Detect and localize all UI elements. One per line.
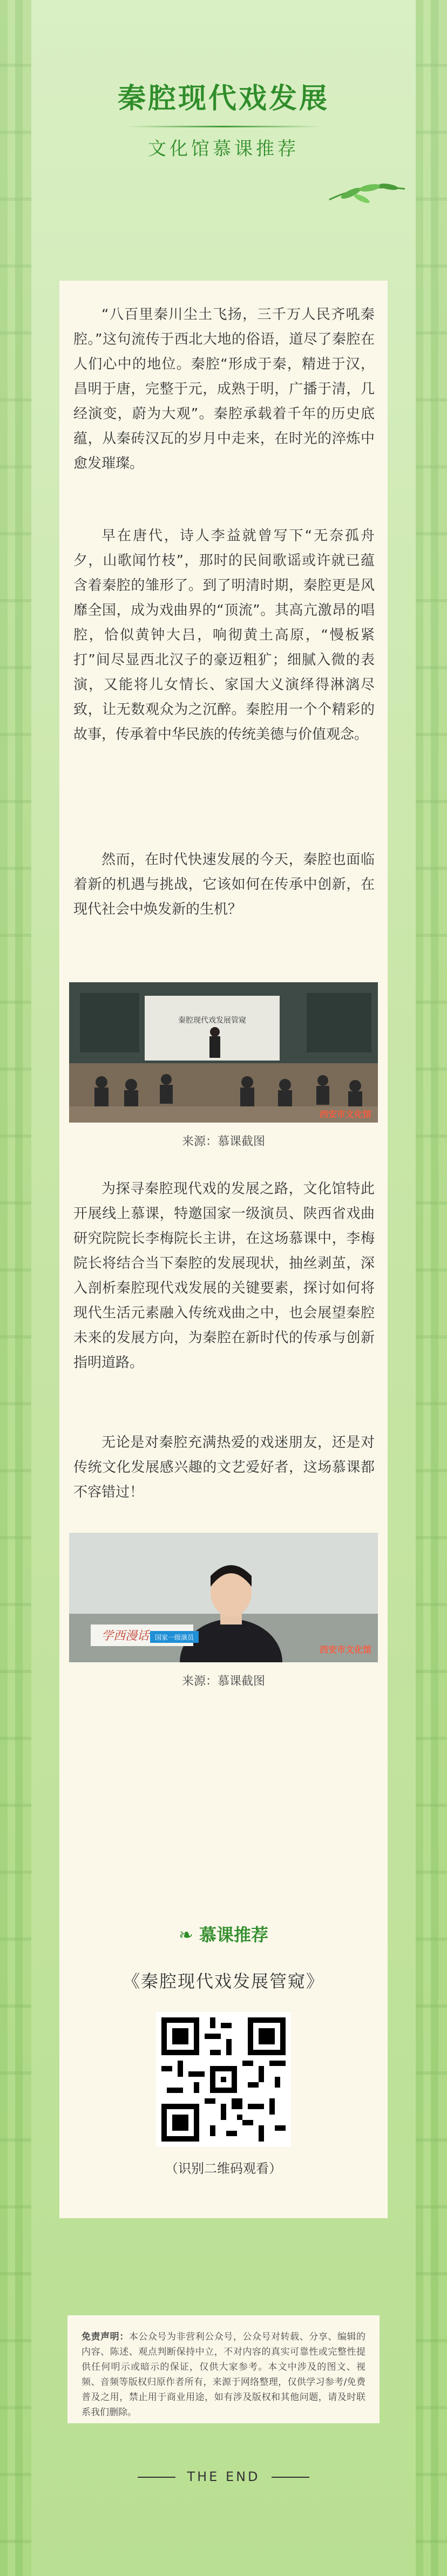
slide-title: 秦腔现代戏发展管窥 <box>178 1016 246 1025</box>
end-divider-left <box>138 2477 175 2478</box>
speaker-photo <box>69 1533 378 1662</box>
end-text: THE END <box>187 2469 260 2484</box>
qr-caption: （识别二维码观看） <box>165 2161 282 2176</box>
image-caption: 来源：慕课截图 <box>181 1135 265 1148</box>
page-title: 秦腔现代戏发展 <box>117 83 329 115</box>
banner-text: 学西漫话 <box>101 1629 150 1643</box>
image-caption: 来源：慕课截图 <box>181 1675 265 1688</box>
article-paragraph: 早在唐代，诗人李益就曾写下“无奈孤舟夕，山歌闻竹枝”，那时的民间歌谣或许就已蕴含着秦腔的雏形了。到了明清时期，秦腔更是风靡全国，成为戏曲界的“顶流”。其高亢激昂的唱腔，恰似黄钟大吕，响彻黄土高原，“慢板紧打”间尽显西北汉子的豪迈粗犷；细腻入微的表演，又能将儿女情长、家国大义演绎得淋漓尽致，让无数观众为之沉醉。秦腔用一个个精彩的故事，传承着中华民族的传统美德与价值观念。 <box>73 528 375 743</box>
recommend-heading <box>0 1921 447 1946</box>
page-subtitle: 文化馆慕课推荐 <box>148 138 299 160</box>
article-paragraph: 然而，在时代快速发展的今天，秦腔也面临着新的机遇与挑战，它该如何在传承中创新，在现代社会中焕发新的生机？ <box>73 852 375 917</box>
lower-third-text: 国家一级演员 <box>154 1634 194 1641</box>
title-divider <box>126 126 321 127</box>
disclaimer-box <box>67 2315 380 2423</box>
lecture-hall-photo <box>69 982 378 1123</box>
article-paragraph: “八百里秦川尘土飞扬，三千万人民齐吼秦腔。”这句流传于西北大地的俗语，道尽了秦腔在人们心中的地位。秦腔“形成于秦，精进于汉，昌明于唐，完整于元，成熟于明，广播于清，几经演变，蔚为大观”。秦腔承载着千年的历史底蕴，从秦砖汉瓦的岁月中走来，在时光的淬炼中愈发璀璨。 <box>73 307 375 472</box>
watermark: 西安市文化馆 <box>319 1644 371 1655</box>
recommend-heading-text: 慕课推荐 <box>199 1925 268 1945</box>
title-block <box>0 76 447 160</box>
leaf-icon: ❧ <box>179 1925 193 1945</box>
disclaimer-label: 免责声明： <box>82 2332 129 2342</box>
watermark: 西安市文化馆 <box>319 1109 371 1119</box>
recommend-book-title: 《秦腔现代戏发展管窥》 <box>122 1971 324 1992</box>
bamboo-decoration-left <box>0 0 31 2576</box>
leaf-ornament-icon <box>324 178 410 210</box>
article-paragraph: 无论是对秦腔充满热爱的戏迷朋友，还是对传统文化发展感兴趣的文艺爱好者，这场慕课都不容错过！ <box>73 1435 375 1500</box>
bamboo-decoration-right <box>416 0 447 2576</box>
disclaimer-text: 本公众号为非营利公众号，公众号对转载、分享、编辑的内容、陈述、观点判断保持中立，不对内容的真实可靠性或完整性提供任何明示或暗示的保证，仅供大家参考。本文中涉及的图文、视频、音频等版权归原作者所有，来源于网络整理，仅供学习参考/免费普及之用，禁止用于商业用途，如有涉及版权和其他问题，请及时联系我们删除。 <box>82 2332 366 2418</box>
end-marker <box>0 2469 447 2484</box>
article-paragraph: 为探寻秦腔现代戏的发展之路，文化馆特此开展线上慕课，特邀国家一级演员、陕西省戏曲研究院院长李梅院长主讲，在这场慕课中，李梅院长将结合当下秦腔的发展现状，抽丝剥茧，深入剖析秦腔现代戏发展的关键要素，探讨如何将现代生活元素融入传统戏曲之中，也会展望秦腔未来的发展方向，为秦腔在新时代的传承与创新指明道路。 <box>73 1181 375 1371</box>
qr-code[interactable] <box>156 2012 291 2147</box>
recommend-section <box>0 1921 447 2177</box>
end-divider-right <box>272 2477 309 2478</box>
